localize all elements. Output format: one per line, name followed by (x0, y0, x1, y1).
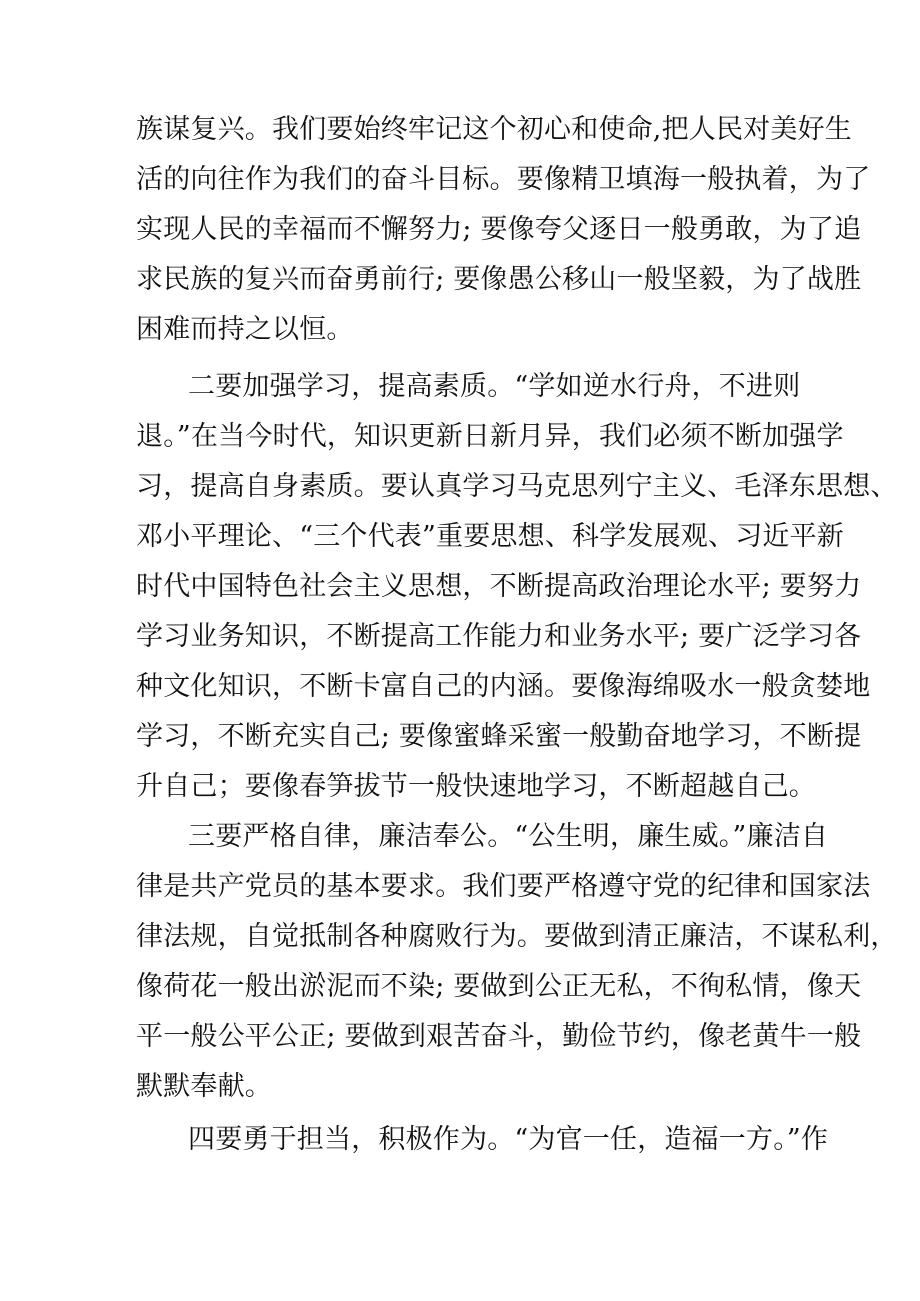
text-line: 律法规，自觉抵制各种腐败行为。要做到清正廉洁，不谋私利， (136, 921, 898, 952)
text-line: 时代中国特色社会主义思想，不断提高政治理论水平; 要努力 (136, 571, 862, 602)
text-line: 默默奉献。 (136, 1071, 272, 1102)
text-line: 习，提高自身素质。要认真学习马克思列宁主义、毛泽东思想、 (136, 471, 898, 502)
text-line: 种文化知识，不断卡富自己的内涵。要像海绵吸水一般贪婪地 (136, 671, 871, 702)
paragraph-4 (136, 1115, 829, 1165)
text-line: 邓小平理论、“三个代表”重要思想、科学发展观、习近平新 (136, 521, 845, 552)
text-line: 族谋复兴。我们要始终牢记这个初心和使命,把人民对美好生 (136, 114, 852, 145)
text-line: 实现人民的幸福而不懈努力; 要像夸父逐日一般勇敢，为了追 (136, 214, 862, 245)
text-line: 像荷花一般出淤泥而不染; 要做到公正无私，不徇私情，像天 (136, 971, 862, 1002)
paragraph-3 (136, 812, 898, 1112)
text-line: 三要严格自律，廉洁奉公。“公生明，廉生威。”廉洁自 (188, 821, 829, 852)
text-line: 平一般公平公正; 要做到艰苦奋斗，勤俭节约，像老黄牛一般 (136, 1021, 862, 1052)
text-line: 退。”在当今时代，知识更新日新月异，我们必须不断加强学 (136, 421, 844, 452)
text-line: 求民族的复兴而奋勇前行; 要像愚公移山一般坚毅，为了战胜 (136, 264, 862, 295)
text-line: 学习业务知识，不断提高工作能力和业务水平; 要广泛学习各 (136, 621, 862, 652)
text-line: 困难而持之以恒。 (136, 314, 354, 345)
text-line: 二要加强学习，提高素质。“学如逆水行舟，不进则 (188, 371, 801, 402)
text-line: 四要勇于担当，积极作为。“为官一任，造福一方。”作 (188, 1124, 829, 1155)
text-line: 学习，不断充实自己; 要像蜜蜂采蜜一般勤奋地学习，不断提 (136, 721, 862, 752)
text-line: 活的向往作为我们的奋斗目标。要像精卫填海一般执着，为了 (136, 164, 871, 195)
paragraph-2 (136, 362, 898, 812)
text-line: 升自己；要像春笋拔节一般快速地学习，不断超越自己。 (136, 771, 816, 802)
text-line: 律是共产党员的基本要求。我们要严格遵守党的纪律和国家法 (136, 871, 871, 902)
paragraph-1 (136, 105, 871, 355)
